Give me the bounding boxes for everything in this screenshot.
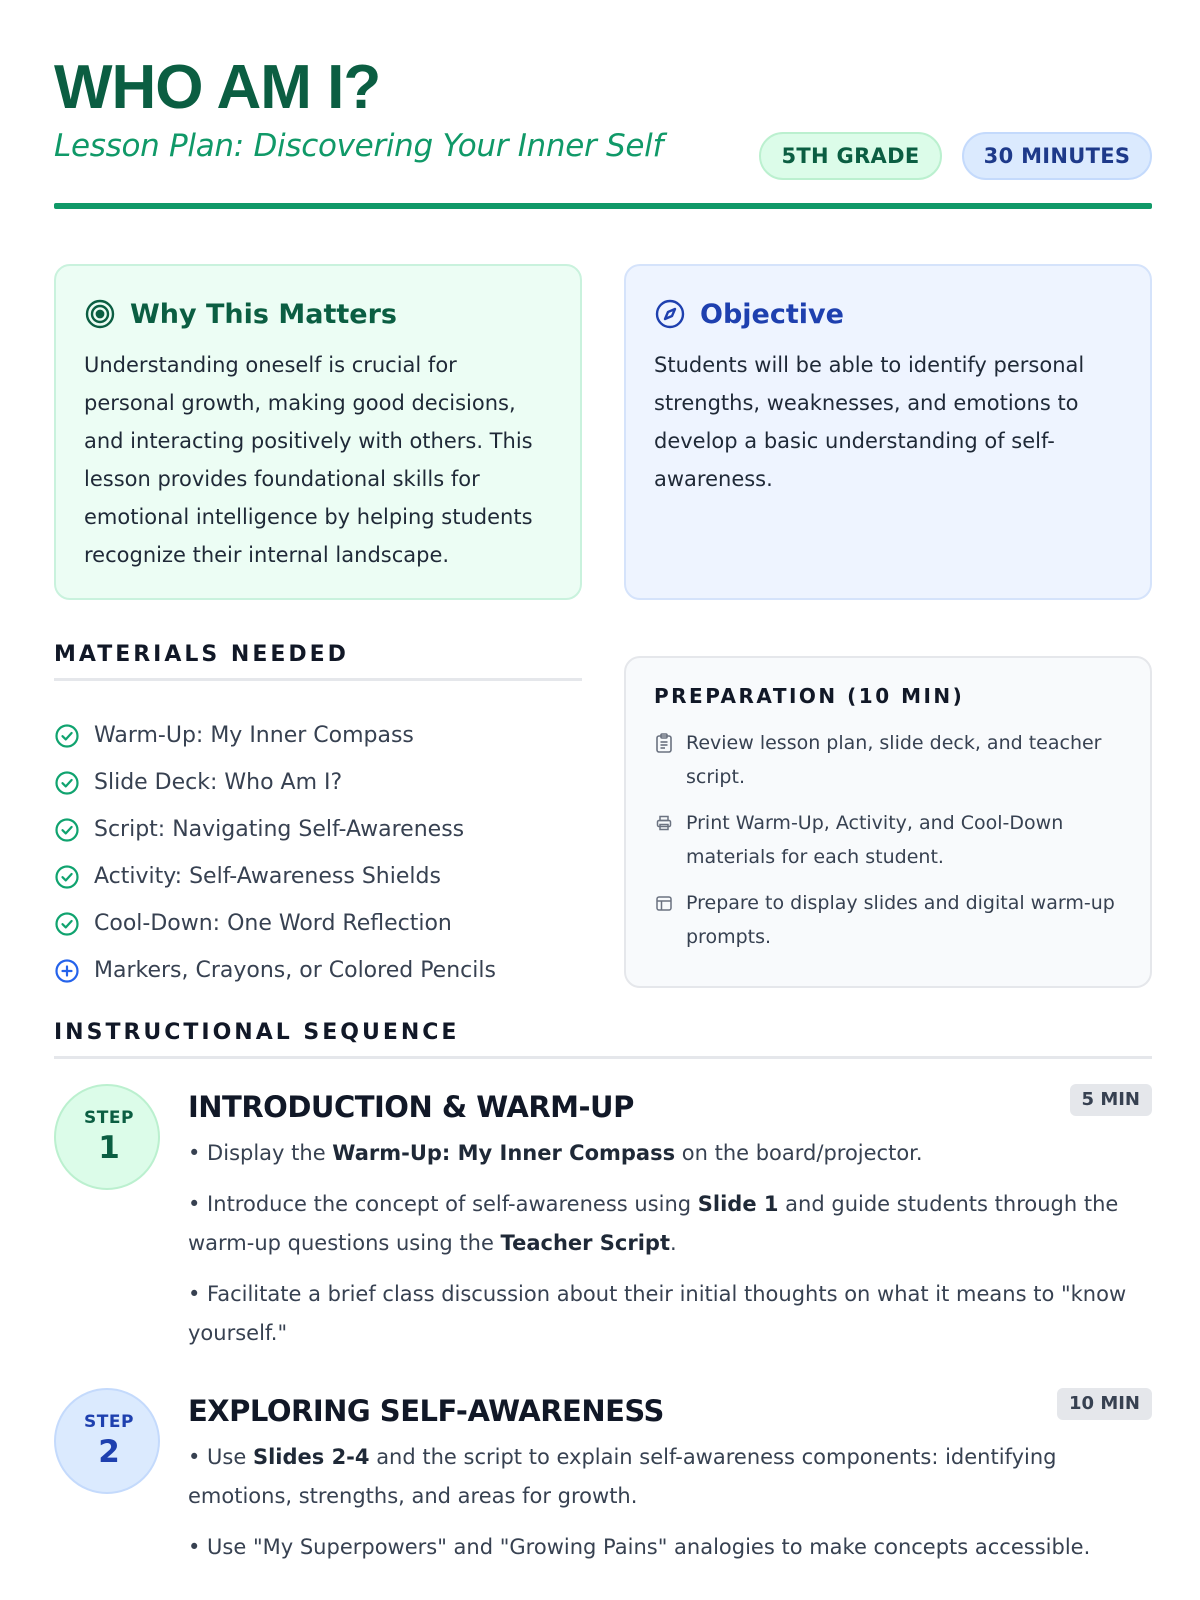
preparation-heading: PREPARATION (10 MIN) <box>654 684 965 708</box>
step-time-badge: 5 MIN <box>1070 1084 1152 1116</box>
step-bullet: • Facilitate a brief class discussion about their initial thoughts on what it means to "know yourself." <box>188 1282 1127 1345</box>
preparation-card <box>624 656 1152 988</box>
objective-title: Objective <box>700 298 844 330</box>
material-item <box>54 759 582 806</box>
preparation-item <box>654 726 1122 794</box>
preparation-label: Prepare to display slides and digital warm-up prompts. <box>686 892 1115 948</box>
why-title: Why This Matters <box>130 298 397 330</box>
target-icon <box>84 298 116 330</box>
step-bullet: • Use "My Superpowers" and "Growing Pains" analogies to make concepts accessible. <box>188 1535 1091 1559</box>
step-number-badge <box>54 1388 160 1494</box>
step-bullets <box>188 1438 1152 1579</box>
step-bullet: • Use Slides 2-4 and the script to explain self-awareness components: identifying emotions, strengths, and areas for growth. <box>188 1445 1057 1508</box>
lesson-plan-page <box>54 0 1152 1600</box>
clipboard-icon <box>654 726 674 760</box>
preparation-item <box>654 886 1122 954</box>
check-circle-icon <box>54 911 80 937</box>
material-label: Cool-Down: One Word Reflection <box>94 911 452 936</box>
materials-list <box>54 712 582 994</box>
step-label: STEP <box>84 1412 134 1432</box>
objective-card <box>624 264 1152 600</box>
step-bullets <box>188 1134 1152 1365</box>
preparation-item <box>654 806 1122 874</box>
step-title: INTRODUCTION & WARM-UP <box>188 1090 634 1124</box>
sequence-heading: INSTRUCTIONAL SEQUENCE <box>54 1020 460 1045</box>
check-circle-icon <box>54 817 80 843</box>
material-item <box>54 947 582 994</box>
step-number: 2 <box>98 1434 120 1470</box>
step-title: EXPLORING SELF-AWARENESS <box>188 1394 664 1428</box>
preparation-list <box>654 726 1122 954</box>
material-label: Script: Navigating Self-Awareness <box>94 817 465 842</box>
calendar-icon <box>654 886 674 920</box>
step-bullet: • Introduce the concept of self-awareness using Slide 1 and guide students through the warm-up questions using the Teacher Script. <box>188 1192 1119 1255</box>
material-item <box>54 853 582 900</box>
why-text: Understanding oneself is crucial for personal growth, making good decisions, and interacting positively with others. This lesson provides foundational skills for emotional intelligence by helping students recognize their internal landscape. <box>84 353 533 567</box>
preparation-label: Print Warm-Up, Activity, and Cool-Down materials for each student. <box>686 812 1064 868</box>
step-1 <box>54 1084 1152 1354</box>
step-bullet: • Display the Warm-Up: My Inner Compass on the board/projector. <box>188 1141 923 1165</box>
duration-badge: 30 MINUTES <box>962 132 1152 180</box>
check-circle-icon <box>54 770 80 796</box>
material-label: Activity: Self-Awareness Shields <box>94 864 441 889</box>
step-number-badge <box>54 1084 160 1190</box>
step-number: 1 <box>98 1130 120 1166</box>
materials-heading: MATERIALS NEEDED <box>54 642 349 667</box>
objective-text: Students will be able to identify personal strengths, weaknesses, and emotions to develop a basic understanding of self-awareness. <box>654 353 1085 491</box>
sequence-divider <box>54 1056 1152 1059</box>
page-subtitle: Lesson Plan: Discovering Your Inner Self <box>54 128 664 164</box>
step-2 <box>54 1388 1152 1600</box>
materials-divider <box>54 678 582 681</box>
printer-icon <box>654 806 674 840</box>
preparation-label: Review lesson plan, slide deck, and teacher script. <box>686 732 1102 788</box>
page-title: WHO AM I? <box>54 53 381 122</box>
check-circle-icon <box>54 723 80 749</box>
plus-circle-icon <box>54 958 80 984</box>
step-label: STEP <box>84 1108 134 1128</box>
material-label: Slide Deck: Who Am I? <box>94 770 343 795</box>
material-item <box>54 806 582 853</box>
why-this-matters-card <box>54 264 582 600</box>
material-label: Warm-Up: My Inner Compass <box>94 723 414 748</box>
grade-badge: 5TH GRADE <box>759 132 942 180</box>
material-label: Markers, Crayons, or Colored Pencils <box>94 958 496 983</box>
check-circle-icon <box>54 864 80 890</box>
step-time-badge: 10 MIN <box>1057 1388 1152 1420</box>
material-item <box>54 712 582 759</box>
compass-icon <box>654 298 686 330</box>
material-item <box>54 900 582 947</box>
header-divider <box>54 203 1152 209</box>
